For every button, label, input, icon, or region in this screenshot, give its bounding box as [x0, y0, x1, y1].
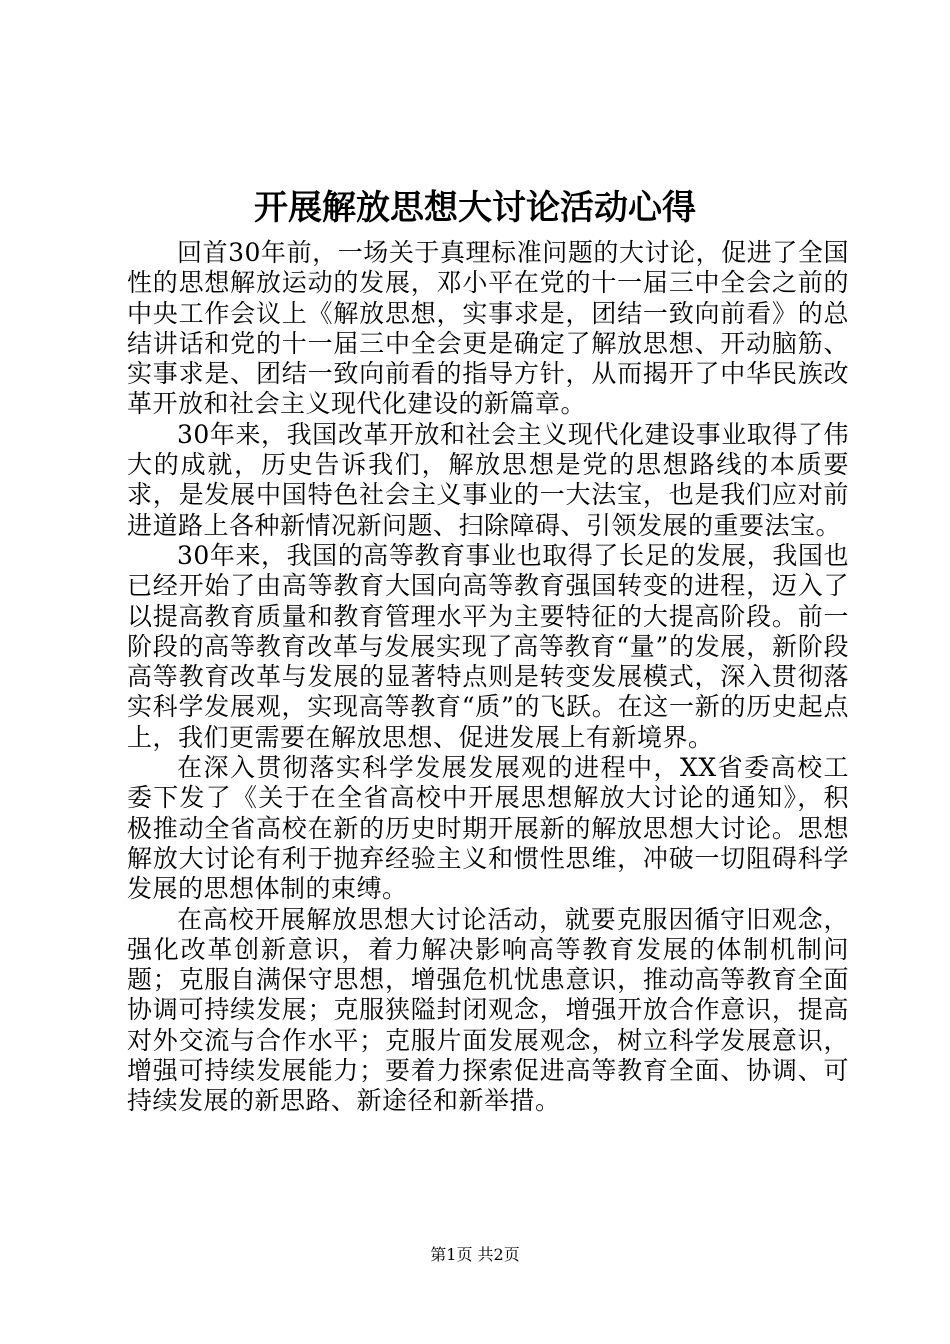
paragraph-3: 30年来，我国的高等教育事业也取得了长足的发展，我国也已经开始了由高等教育大国向高等教育强国转变的进程，迈入了以提高教育质量和教育管理水平为主要特征的大提高阶段。前一阶段的高等教育改革与发展实现了高等教育“量”的发展，新阶段高等教育改革与发展的显著特点则是转变发展模式，深入贯彻落实科学发展观，实现高等教育“质”的飞跃。在这一新的历史起点上，我们更需要在解放思想、促进发展上有新境界。 [127, 540, 849, 752]
paragraph-1: 回首30年前，一场关于真理标准问题的大讨论，促进了全国性的思想解放运动的发展，邓小平在党的十一届三中全会之前的中央工作会议上《解放思想，实事求是，团结一致向前看》的总结讲话和党的十一届三中全会更是确定了解放思想、开动脑筋、实事求是、团结一致向前看的指导方针，从而揭开了中华民族改革开放和社会主义现代化建设的新篇章。 [127, 238, 849, 419]
paragraph-2: 30年来，我国改革开放和社会主义现代化建设事业取得了伟大的成就，历史告诉我们，解放思想是党的思想路线的本质要求，是发展中国特色社会主义事业的一大法宝，也是我们应对前进道路上各种新情况新问题、扫除障碍、引领发展的重要法宝。 [127, 419, 849, 540]
page-footer: 第1页 共2页 [430, 1245, 520, 1264]
paragraph-5: 在高校开展解放思想大讨论活动，就要克服因循守旧观念，强化改革创新意识，着力解决影响高等教育发展的体制机制问题；克服自满保守思想，增强危机忧患意识，推动高等教育全面协调可持续发展；克服狭隘封闭观念，增强开放合作意识，提高对外交流与合作水平；克服片面发展观念，树立科学发展意识，增强可持续发展能力；要着力探索促进高等教育全面、协调、可持续发展的新思路、新途径和新举措。 [127, 904, 849, 1116]
paragraph-4: 在深入贯彻落实科学发展发展观的进程中，XX省委高校工委下发了《关于在全省高校中开展思想解放大讨论的通知》，积极推动全省高校在新的历史时期开展新的解放思想大讨论。思想解放大讨论有利于抛弃经验主义和惯性思维，冲破一切阻碍科学发展的思想体制的束缚。 [127, 753, 849, 904]
document-title: 开展解放思想大讨论活动心得 [254, 188, 696, 228]
document-body [127, 238, 849, 1117]
